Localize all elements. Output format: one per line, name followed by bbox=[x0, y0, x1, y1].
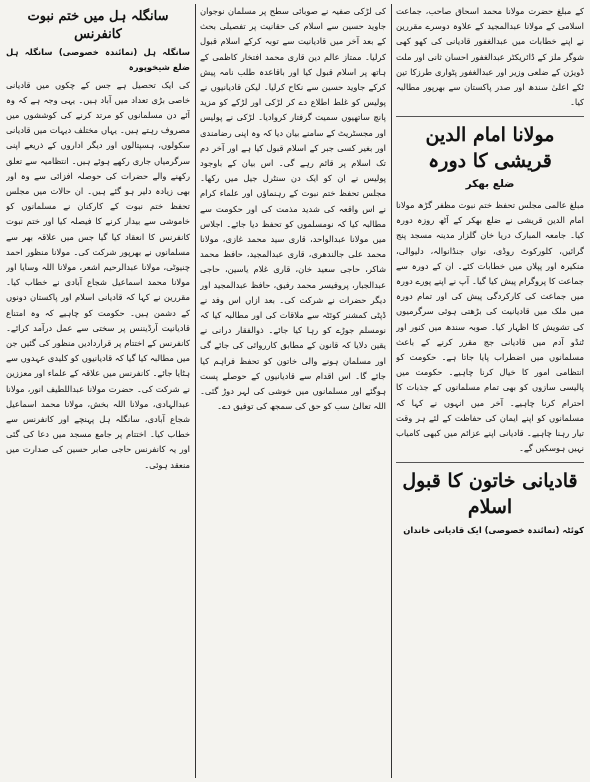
column-rule bbox=[195, 4, 196, 778]
subheadline: ضلع بھکر bbox=[465, 177, 515, 190]
column-right bbox=[396, 4, 584, 778]
headline: مولانا امام الدین قریشی کا دورہ bbox=[425, 124, 555, 173]
article-body: مبلغ عالمی مجلس تحفظ ختم نبوت مظفر گڑھ مولانا امام الدین قریشی نے ضلع بھکر کے آٹھ روزہ دورہ کیا۔ جامعہ المبارک دریا خان گلزار مدینہ مسجد پنج گرائیں، کلورکوٹ روڈی، نواں جنڈانوالہ، دلیوالی، منکیرہ اور پپلاں میں خطابات کئے۔ ان کے دورہ سے جماعت کا پروگرام پیش کیا گیا۔ آپ نے اپنے پورے دورہ میں جماعت کی کارکردگی پیش کی اور تمام دورہ میں ملک میں قادیانیت کی بڑھتی ہوئی سرگرمیوں کی تشویش کا اظہار کیا۔ صوبہ سندھ میں کنور اور ٹنڈو آدم میں قادیانی جج مقرر کرنے کے باعث مسلمانوں میں اضطراب پایا جاتا ہے۔ حکومت کو انتظامی امور کا خیال کرنا چاہیے۔ حکومت میں پالیسی سازوں کو بھی تمام مسلمانوں کے جذبات کا احترام کرنا چاہیے۔ آخر میں انہوں نے کہا کہ مسلمانوں کو اپنے ایمان کی حفاظت کے لئے ہر وقت تیار رہنا چاہیے۔ قادیانی اپنے عزائم میں کبھی کامیاب نہیں ہوسکیں گے۔ bbox=[396, 199, 584, 454]
article-body: کی لڑکی صفیہ نے صوبائی سطح پر مسلمان نوجوان جاوید حسین سے اسلام کی حقانیت پر تفصیلی بحث کے بعد آخر میں قادیانیت سے توبہ کرکے اسلام قبول کرلیا۔ ممتاز عالم دین قاری محمد افتخار کاظمی کے ہاتھ پر اسلام قبول کیا اور باقاعدہ طلب نامہ پیش کرکے جاوید حسین سے نکاح کرلیا۔ لیکن قادیانیوں نے پولیس کو غلط اطلاع دے کر لڑکی اور لڑکے کو مزید پانچ ساتھیوں سمیت گرفتار کروادیا۔ لڑکی نے پولیس اور مجسٹریٹ کے سامنے بیان دیا کہ وہ اپنی رضامندی اور بغیر کسی جبر کے اسلام قبول کیا ہے اور آخر دم تک اسلام پر قائم رہے گی۔ اس بیان کے باوجود پولیس نے ان کو ایک دن سنٹرل جیل میں رکھا۔ مجلس تحفظ ختم نبوت کے رہنماؤں اور علماء کرام نے اس واقعہ کی شدید مذمت کی اور حکومت سے مطالبہ کیا کہ نومسلموں کو تحفظ دیا جائے۔ اجلاس میں مولانا عبدالواحد، قاری سید محمد غازی، مولانا محمد علی جالندھری، قاری عبدالمجید، حافظ محمد شاکر، حاجی سعید خان، قاری غلام یاسین، حاجی عبدالجبار، پروفیسر محمد رفیق، حافظ عبدالمجید اور دیگر حضرات نے شرکت کی۔ بعد ازاں اس وفد نے ڈپٹی کمشنر کوئٹہ سے ملاقات کی اور مطالبہ کیا کہ نومسلم جوڑے کو رہا کیا جائے۔ ذوالفقار درانی نے یقین دلایا کہ قانون کے مطابق کارروائی کی جائے گی اور مسلمان ہونے والی خاتون کو تحفظ فراہم کیا جائے گا۔ اس اقدام سے قادیانیوں کے حوصلے پست ہوگئے اور مسلمانوں میں خوشی کی لہر دوڑ گئی۔ اللہ تعالیٰ سب کو حق کی سمجھ کی توفیق دے۔ bbox=[200, 6, 386, 412]
divider bbox=[396, 462, 584, 463]
column-left bbox=[6, 4, 190, 778]
article-body: کی ایک تحصیل ہے جس کے چکوں میں قادیانی خاصی بڑی تعداد میں آباد ہیں۔ یہی وجہ ہے کہ وہ آئے دن مسلمانوں کو مرتد کرنے کی کوششوں میں مصروف رہتے ہیں۔ یہاں مختلف دیہات میں قادیانی سکولوں، ہسپتالوں اور دیگر اداروں کے ذریعے اپنی سرگرمیاں جاری رکھے ہوئے ہیں۔ انتظامیہ سے تعلق رکھنے والے حضرات کی حوصلہ افزائی سے وہ اور بھی زیادہ دلیر ہو گئے ہیں۔ ان حالات میں مجلس تحفظ ختم نبوت کے کارکنان نے مسلمانوں کو خاموشی سے بیدار کرنے کا فیصلہ کیا اور ختم نبوت کانفرنس کا انعقاد کیا گیا جس میں علاقہ بھر سے مسلمانوں نے بھرپور شرکت کی۔ مولانا منظور احمد چنیوٹی، مولانا عبدالرحیم اشعر، مولانا اللہ وسایا اور مولانا محمد اسماعیل شجاع آبادی نے خطاب کیا۔ مقررین نے کہا کہ قادیانی اسلام اور پاکستان دونوں کے دشمن ہیں۔ حکومت کو چاہیے کہ وہ امتناع قادیانیت آرڈیننس پر سختی سے عمل درآمد کرائے۔ کانفرنس کے اختتام پر قراردادیں منظور کی گئیں جن میں مطالبہ کیا گیا کہ قادیانیوں کو کلیدی عہدوں سے ہٹایا جائے۔ کانفرنس میں علاقہ کے علماء اور معززین نے شرکت کی۔ حضرت مولانا عبداللطیف انور، مولانا عبدالہادی، مولانا اللہ بخش، مولانا محمد اسماعیل شجاع آبادی، سانگلہ ہل پہنچے اور کانفرنس سے خطاب کیا۔ اختتام پر جامع مسجد میں دعا کی گئی اور یہ کانفرنس حاجی صابر حسین کی صدارت میں منعقد ہوئی۔ bbox=[6, 79, 190, 470]
byline: سانگلہ ہل (نمائندہ خصوصی) سانگلہ ہل ضلع شیخوپورہ bbox=[6, 47, 190, 73]
column-middle bbox=[200, 4, 386, 778]
divider bbox=[396, 116, 584, 117]
headline: سانگلہ ہل میں ختم نبوت کانفرنس bbox=[27, 9, 169, 42]
headline: قادیانی خاتون کا قبول اسلام bbox=[402, 470, 578, 518]
column-rule bbox=[391, 4, 392, 778]
article-paragraph: کے مبلغ حضرت مولانا محمد اسحاق صاحب، جماعت اسلامی کے مولانا عبدالمجید کے علاوہ دوسرے مقررین نے اپنے خطابات میں عبدالغفور قادیانی کی کھو کھی شوگر ملز کے ڈائریکٹر عبدالغفور احسان ثانی اور ملت ڈویژن کے ضلعی وزیر اور عبدالغفور پٹواری طرزکا تین ٹکے اعلیٰ سندھ اور صدر پاکستان سے بھرپور مطالبہ کیا۔ bbox=[396, 6, 584, 108]
byline: کوئٹہ (نمائندہ خصوصی) ایک قادیانی خاندان bbox=[403, 524, 584, 535]
